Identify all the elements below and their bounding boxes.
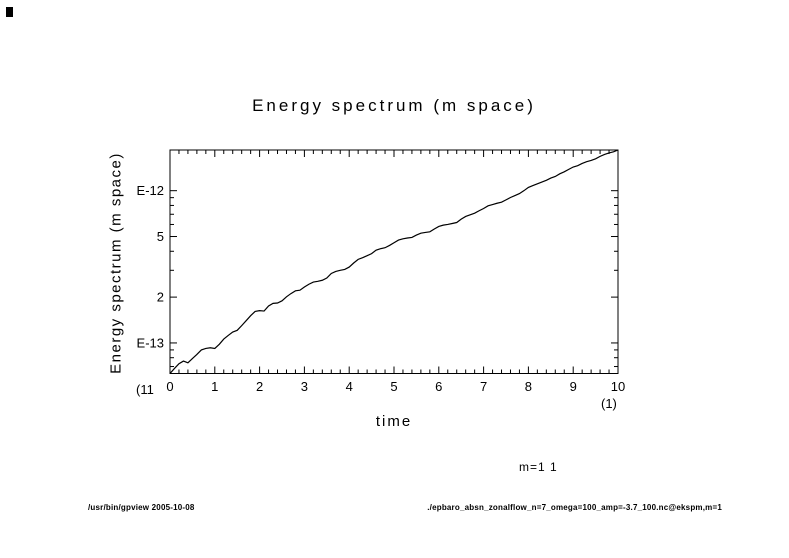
plot-svg bbox=[120, 140, 650, 410]
svg-text:5: 5 bbox=[156, 229, 164, 245]
svg-text:6: 6 bbox=[435, 379, 443, 394]
svg-text:10: 10 bbox=[610, 379, 626, 394]
x-axis-right-annotation: (1) bbox=[601, 396, 617, 411]
chart-title: Energy spectrum (m space) bbox=[252, 96, 536, 115]
x-axis-label: time bbox=[375, 413, 413, 430]
footer-program-date: /usr/bin/gpview 2005-10-08 bbox=[88, 503, 195, 512]
svg-text:2: 2 bbox=[156, 289, 164, 305]
svg-text:2: 2 bbox=[255, 379, 264, 394]
screen-corner-mark bbox=[6, 7, 13, 17]
x-axis-left-annotation: (11 bbox=[136, 382, 154, 397]
svg-text:3: 3 bbox=[300, 379, 309, 394]
svg-text:8: 8 bbox=[524, 379, 533, 394]
svg-text:5: 5 bbox=[390, 379, 398, 394]
svg-text:0: 0 bbox=[166, 379, 174, 394]
svg-text:1: 1 bbox=[211, 379, 219, 394]
svg-text:9: 9 bbox=[569, 379, 577, 394]
footer-datafile: ./epbaro_absn_zonalflow_n=7_omega=100_amp=-3.7_100.nc@ekspm,m=1 bbox=[427, 503, 722, 512]
svg-text:E-12: E-12 bbox=[136, 183, 164, 199]
y-axis-label: Energy spectrum (m space) bbox=[107, 152, 125, 374]
svg-text:E-13: E-13 bbox=[136, 335, 164, 351]
svg-text:4: 4 bbox=[345, 379, 353, 394]
legend-label: m=1 1 bbox=[519, 460, 558, 474]
svg-text:7: 7 bbox=[479, 379, 488, 394]
